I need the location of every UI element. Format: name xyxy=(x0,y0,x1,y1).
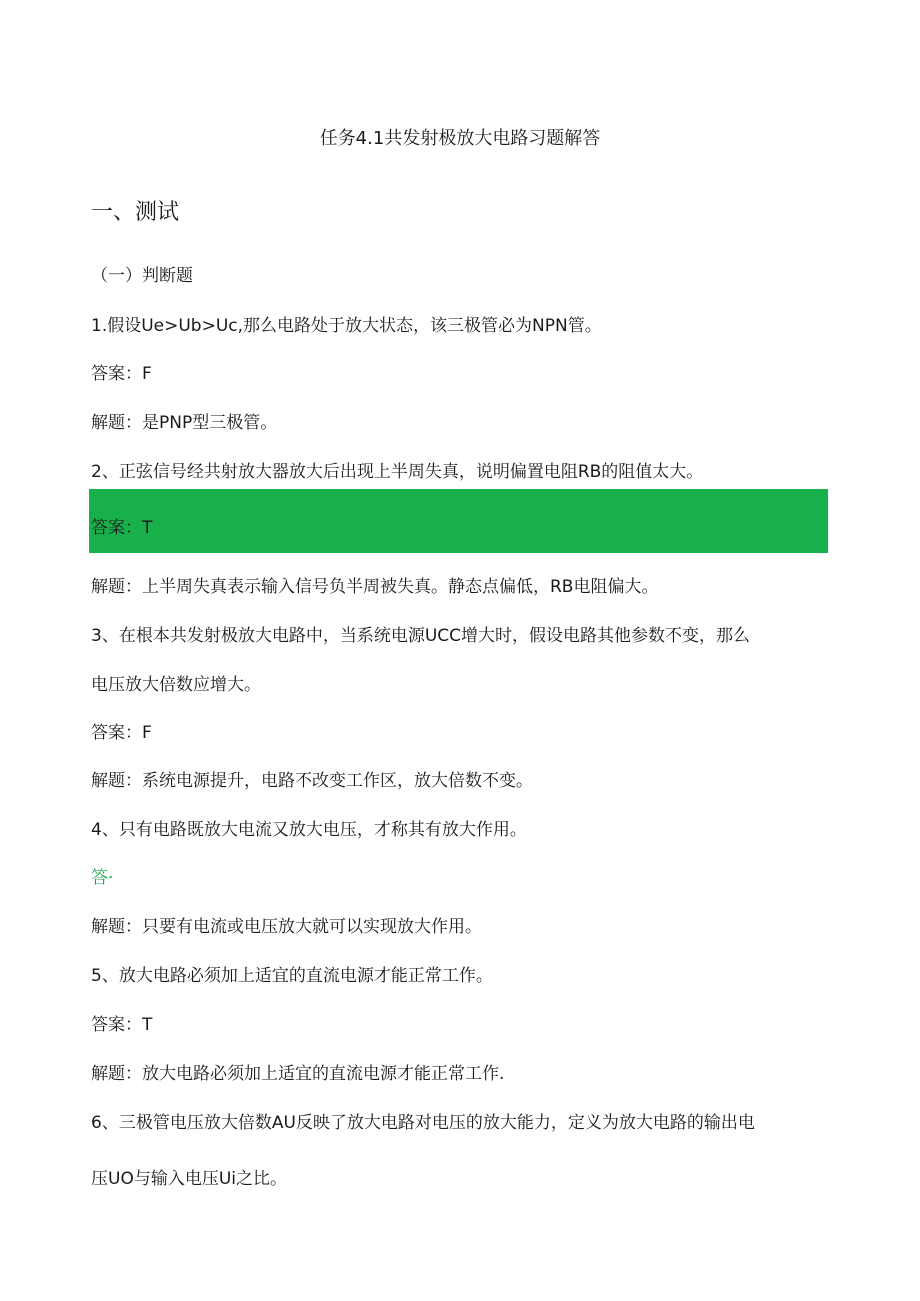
answer-highlight-band xyxy=(89,489,828,553)
question-6-line-1: 6、三极管电压放大倍数AU反映了放大电路对电压的放大能力，定义为放大电路的输出电 xyxy=(91,1113,755,1133)
answer-1: 答案：F xyxy=(91,364,152,384)
explanation-3: 解题：系统电源提升，电路不改变工作区，放大倍数不变。 xyxy=(91,771,533,791)
answer-5: 答案：T xyxy=(91,1015,153,1035)
answer-4: 答· xyxy=(91,868,114,888)
question-2: 2、正弦信号经共射放大器放大后出现上半周失真，说明偏置电阻RB的阻值太大。 xyxy=(91,462,704,482)
question-5: 5、放大电路必须加上适宜的直流电源才能正常工作。 xyxy=(91,966,493,986)
document-title: 任务4.1共发射极放大电路习题解答 xyxy=(319,128,601,149)
answer-3: 答案：F xyxy=(91,723,152,743)
explanation-1: 解题：是PNP型三极管。 xyxy=(91,413,278,433)
question-6-line-2: 压UO与输入电压Ui之比。 xyxy=(91,1169,287,1189)
subsection-heading: （一）判断题 xyxy=(91,266,193,286)
explanation-2: 解题：上半周失真表示输入信号负半周被失真。静态点偏低，RB电阻偏大。 xyxy=(91,577,659,597)
explanation-4: 解题：只要有电流或电压放大就可以实现放大作用。 xyxy=(91,917,482,937)
question-1: 1.假设Ue>Ub>Uc,那么电路处于放大状态，该三极管必为NPN管。 xyxy=(91,316,602,336)
section-heading: 一、测试 xyxy=(91,200,180,225)
question-4: 4、只有电路既放大电流又放大电压，才称其有放大作用。 xyxy=(91,820,527,840)
question-3-line-1: 3、在根本共发射极放大电路中，当系统电源UCC增大时，假设电路其他参数不变，那么 xyxy=(91,626,750,646)
explanation-5: 解题：放大电路必须加上适宜的直流电源才能正常工作. xyxy=(91,1064,505,1084)
question-3-line-2: 电压放大倍数应增大。 xyxy=(91,675,261,695)
answer-2: 答案：T xyxy=(91,518,153,538)
